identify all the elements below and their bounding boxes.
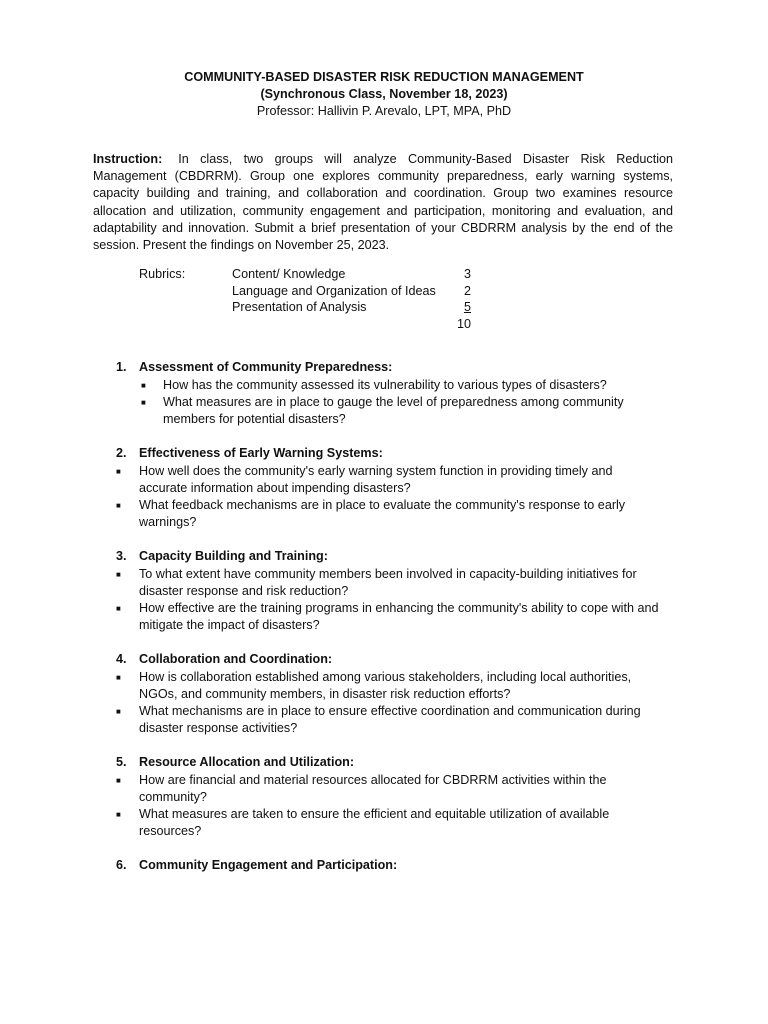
square-bullet-icon: ■ <box>116 810 121 819</box>
section-number: 6. <box>116 858 127 872</box>
instruction-label: Instruction: <box>93 152 163 166</box>
professor-line: Professor: Hallivin P. Arevalo, LPT, MPA, PhD <box>256 104 512 118</box>
section-community-engagement <box>0 857 768 875</box>
list-item <box>0 497 659 531</box>
rubric-item-score: 3 <box>463 267 471 281</box>
list-item <box>0 377 683 394</box>
section-title <box>0 359 768 377</box>
section-title-text: Assessment of Community Preparedness: <box>139 360 393 374</box>
rubric-item-name: Language and Organization of Ideas <box>232 283 436 298</box>
square-bullet-icon: ■ <box>116 467 121 476</box>
section-number: 4. <box>116 652 127 666</box>
section-title-text: Collaboration and Coordination: <box>139 652 333 666</box>
section-title-text: Effectiveness of Early Warning Systems: <box>139 446 383 460</box>
section-assessment-preparedness <box>0 359 768 428</box>
square-bullet-icon: ■ <box>141 398 146 407</box>
section-number: 5. <box>116 755 127 769</box>
list-item <box>0 703 659 737</box>
list-item-text: How effective are the training programs in enhancing the community's ability to cope with and mitigate the impact of disasters? <box>139 601 659 632</box>
list-item-text: How has the community assessed its vulnerability to various types of disasters? <box>163 378 607 392</box>
section-title <box>0 445 768 463</box>
square-bullet-icon: ■ <box>141 381 146 390</box>
section-title <box>0 548 768 566</box>
list-item <box>0 669 659 703</box>
list-item <box>0 463 659 497</box>
list-item <box>0 566 659 600</box>
list-item-text: What mechanisms are in place to ensure effective coordination and communication during disaster response activities? <box>139 704 641 735</box>
section-number: 2. <box>116 446 127 460</box>
list-item-text: How well does the community's early warning system function in providing timely and accurate information about impending disasters? <box>139 464 613 495</box>
section-title-text: Resource Allocation and Utilization: <box>139 755 355 769</box>
instruction-paragraph <box>93 151 673 254</box>
list-item <box>0 772 659 806</box>
list-item-text: What measures are taken to ensure the efficient and equitable utilization of available resources? <box>139 807 610 838</box>
square-bullet-icon: ■ <box>116 673 121 682</box>
section-resource-allocation <box>0 754 768 840</box>
rubric-item-score-wrap <box>439 299 471 316</box>
list-item <box>0 394 663 428</box>
document-subtitle: (Synchronous Class, November 18, 2023) <box>260 87 508 101</box>
section-title <box>0 857 768 875</box>
section-collaboration <box>0 651 768 737</box>
instruction-text: In class, two groups will analyze Community-Based Disaster Risk Reduction Management (CBDRRM). Group one explores community preparedness, early warning systems, capacity building and training, and collaboration and coordination. Group two examines resource allocation and utilization, community engagement and participation, monitoring and evaluation, and adaptability and innovation. Submit a brief presentation of your CBDRRM analysis by the end of the session. Present the findings on November 25, 2023. <box>93 152 673 253</box>
list-item-text: How are financial and material resources allocated for CBDRRM activities within the community? <box>139 773 607 804</box>
square-bullet-icon: ■ <box>116 501 121 510</box>
rubric-item-name: Presentation of Analysis <box>232 300 367 314</box>
square-bullet-icon: ■ <box>116 570 121 579</box>
list-item <box>0 600 659 634</box>
rubric-item-name: Content/ Knowledge <box>232 267 346 281</box>
section-title-text: Capacity Building and Training: <box>139 549 328 563</box>
section-early-warning <box>0 445 768 531</box>
section-capacity-building <box>0 548 768 634</box>
list-item-text: To what extent have community members been involved in capacity-building initiatives for disaster response and risk reduction? <box>139 567 637 598</box>
list-item-text: What measures are in place to gauge the level of preparedness among community members for potential disasters? <box>163 395 624 426</box>
document-header <box>0 69 768 120</box>
rubric-item-score: 2 <box>463 283 471 298</box>
rubric-total-score: 10 <box>456 316 471 331</box>
section-number: 1. <box>116 360 127 374</box>
question-sections <box>0 359 768 892</box>
square-bullet-icon: ■ <box>116 707 121 716</box>
square-bullet-icon: ■ <box>116 776 121 785</box>
rubrics-label: Rubrics: <box>139 267 186 281</box>
list-item <box>0 806 659 840</box>
section-number: 3. <box>116 549 127 563</box>
list-item-text: What feedback mechanisms are in place to evaluate the community's response to early warnings? <box>139 498 626 529</box>
square-bullet-icon: ■ <box>116 604 121 613</box>
document-title: COMMUNITY-BASED DISASTER RISK REDUCTION MANAGEMENT <box>184 70 584 84</box>
section-title <box>0 754 768 772</box>
rubric-item-score: 5 <box>463 300 471 314</box>
list-item-text: How is collaboration established among various stakeholders, including local authorities, NGOs, and community members, in disaster risk reduction efforts? <box>139 670 632 701</box>
section-title <box>0 651 768 669</box>
section-title-text: Community Engagement and Participation: <box>139 858 398 872</box>
